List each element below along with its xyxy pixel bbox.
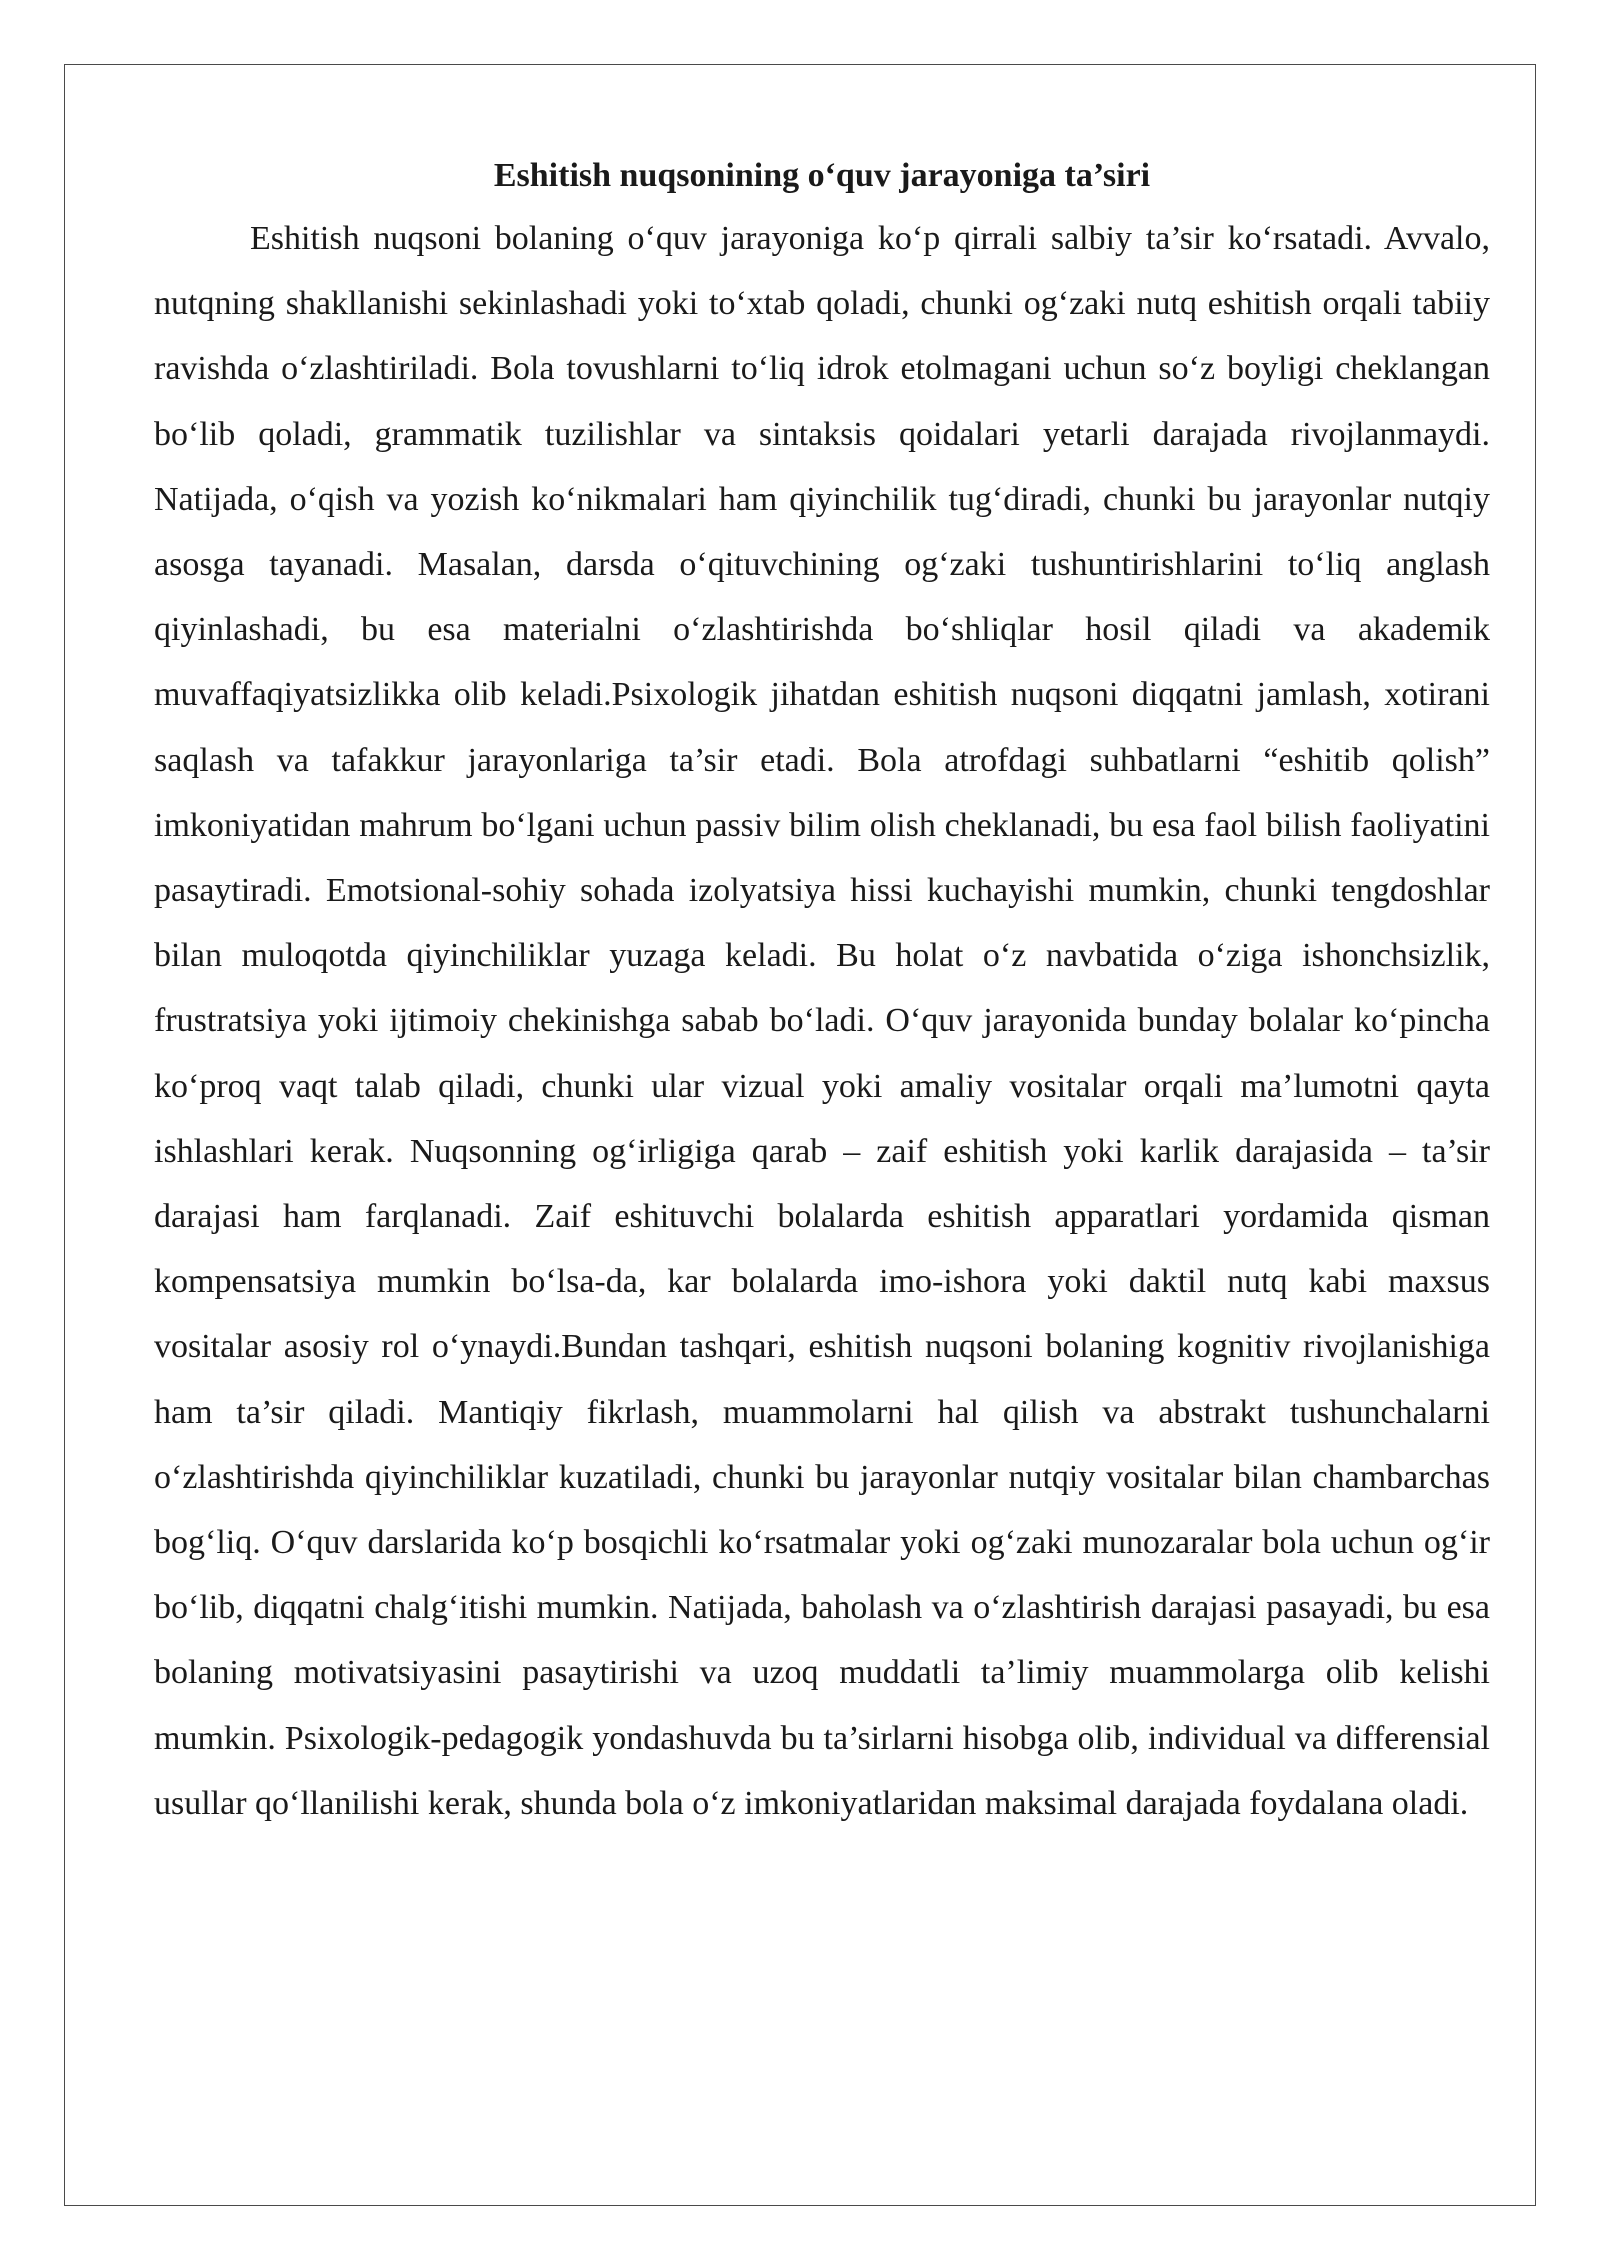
document-title: Eshitish nuqsonining o‘quv jarayoniga ta’siri <box>493 157 1151 194</box>
document-content <box>154 148 1490 1836</box>
document-body-paragraph: Eshitish nuqsoni bolaning o‘quv jarayoniga ko‘p qirrali salbiy ta’sir ko‘rsatadi. Avvalo, nutqning shakllanishi sekinlashadi yoki to‘xtab qoladi, chunki og‘zaki nutq eshitish orqali tabiiy ravishda o‘zlashtiriladi. Bola tovushlarni to‘liq idrok etolmagani uchun so‘z boyligi cheklangan bo‘lib qoladi, grammatik tuzilishlar va sintaksis qoidalari yetarli darajada rivojlanmaydi. Natijada, o‘qish va yozish ko‘nikmalari ham qiyinchilik tug‘diradi, chunki bu jarayonlar nutqiy asosga tayanadi. Masalan, darsda o‘qituvchining og‘zaki tushuntirishlarini to‘liq anglash qiyinlashadi, bu esa materialni o‘zlashtirishda bo‘shliqlar hosil qiladi va akademik muvaffaqiyatsizlikka olib keladi.Psixologik jihatdan eshitish nuqsoni diqqatni jamlash, xotirani saqlash va tafakkur jarayonlariga ta’sir etadi. Bola atrofdagi suhbatlarni “eshitib qolish” imkoniyatidan mahrum bo‘lgani uchun passiv bilim olish cheklanadi, bu esa faol bilish faoliyatini pasaytiradi. Emotsional-sohiy sohada izolyatsiya hissi kuchayishi mumkin, chunki tengdoshlar bilan muloqotda qiyinchiliklar yuzaga keladi. Bu holat o‘z navbatida o‘ziga ishonchsizlik, frustratsiya yoki ijtimoiy chekinishga sabab bo‘ladi. O‘quv jarayonida bunday bolalar ko‘pincha ko‘proq vaqt talab qiladi, chunki ular vizual yoki amaliy vositalar orqali ma’lumotni qayta ishlashlari kerak. Nuqsonning og‘irligiga qarab – zaif eshitish yoki karlik darajasida – ta’sir darajasi ham farqlanadi. Zaif eshituvchi bolalarda eshitish apparatlari yordamida qisman kompensatsiya mumkin bo‘lsa-da, kar bolalarda imo-ishora yoki daktil nutq kabi maxsus vositalar asosiy rol o‘ynaydi.Bundan tashqari, eshitish nuqsoni bolaning kognitiv rivojlanishiga ham ta’sir qiladi. Mantiqiy fikrlash, muammolarni hal qilish va abstrakt tushunchalarni o‘zlashtirishda qiyinchiliklar kuzatiladi, chunki bu jarayonlar nutqiy vositalar bilan chambarchas bog‘liq. O‘quv darslarida ko‘p bosqichli ko‘rsatmalar yoki og‘zaki munozaralar bola uchun og‘ir bo‘lib, diqqatni chalg‘itishi mumkin. Natijada, baholash va o‘zlashtirish darajasi pasayadi, bu esa bolaning motivatsiyasini pasaytirishi va uzoq muddatli ta’limiy muammolarga olib kelishi mumkin. Psixologik-pedagogik yondashuvda bu ta’sirlarni hisobga olib, individual va differensial usullar qo‘llanilishi kerak, shunda bola o‘z imkoniyatlaridan maksimal darajada foydalana oladi. <box>154 220 1490 1822</box>
